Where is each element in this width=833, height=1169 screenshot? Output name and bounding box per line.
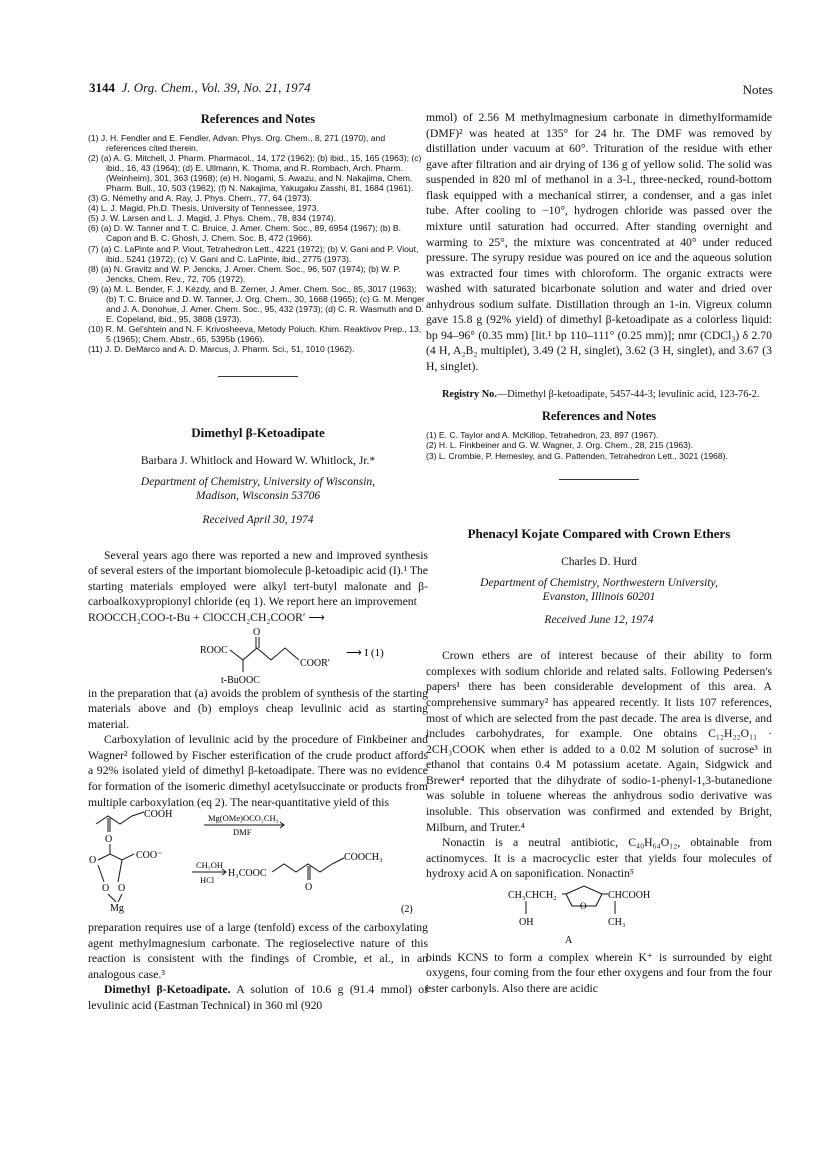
- body-paragraph: Crown ethers are of interest because of their ability to form complexes with sodium chloride and related salts. Following Pedersen's papers¹ there has been considerable development of this area. A comprehensive summary² has appeared recently. It lists 107 references, most of which are selected from the past decade. The area is diverse, and includes carbohydrates, for example. One obtains C₁₂H₂₂O₁₁ · 2CH₃COOK when ether is added to a 0.02 M solution of sucrose³ in ethanol that contains 0.4 M potassium acetate. Again, Sidgwick and Brewer⁴ reported that the dihydrate of sodio-1-phenyl-1,3-butanedione was soluble in toluene whereas the anhydrous sodio derivative was insoluble. This observation was confirmed and extended by Bright, Milburn, and Truter.⁴: [426, 649, 772, 834]
- registry-heading: Registry No.: [442, 388, 497, 400]
- reference-item: (3) G. Némethy and A. Ray, J. Phys. Chem., 77, 64 (1973).: [88, 193, 312, 204]
- left-column: [88, 110, 428, 1013]
- registry-text: —Dimethyl β-ketoadipate, 5457-44-3; levulinic acid, 123-76-2.: [496, 388, 760, 400]
- eq1-ketone-o: O: [253, 626, 261, 638]
- registry-numbers: [426, 389, 772, 402]
- received-date: Received April 30, 1974: [202, 513, 314, 526]
- reference-item: (2) H. L. Finkbeiner and G. W. Wagner, J. Org. Chem., 28, 215 (1963).: [426, 440, 694, 451]
- journal-citation: J. Org. Chem., Vol. 39, No. 21, 1974: [121, 80, 311, 95]
- reference-item: (3) L. Crombie, P. Hemesley, and G. Pattenden, Tetrahedron Lett., 3021 (1968).: [426, 450, 728, 461]
- page-number: 3144: [89, 80, 115, 95]
- references-heading: References and Notes: [200, 112, 316, 126]
- body-paragraph: Carboxylation of levulinic acid by the procedure of Finkbeiner and Wagner² followed by Fischer esterification of the crude product affords a 92% isolated yield of dimethyl β-ketoadipate. There was no evidence for formation of the isomeric dimethyl acetylsuccinate or products from multiple carboxylation (eq 2). The near-quantitative yield of this: [88, 733, 428, 809]
- body-paragraph: mmol) of 2.56 M methylmagnesium carbonate in dimethylformamide (DMF)² was heated at 135° for 24 hr. The DMF was removed by distillation under vacuum at 60°. Trituration of the residue with ether gave after filtration and air drying of 136 g of yellow solid. The solid was suspended in 820 ml of methanol in a 3-l., three-necked, round-bottom flask equipped with a mechanical stirrer, a condenser, and a gas inlet tube. After cooling to −10°, hydrogen chloride was passed over the mixture until saturation had occurred. After standing overnight and warming to 25°, the mixture was concentrated at 40° under reduced pressure. The syrupy residue was poured on ice and the aqueous solution was extracted four times with chloroform. The organic extracts were washed with saturated bicarbonate solution and water and dried over anhydrous sodium sulfate. Distillation through an 1-in. Vigreux column gave 15.8 g (92% yield) of dimethyl β-ketoadipate as a colorless liquid: bp 94–96° (0.35 mm) [lit.¹ bp 110–111° (0.25 mm)]; nmr (CDCl₃) δ 2.70 (4 H, A₂B₂ multiplet), 3.49 (2 H, singlet), 3.62 (3 H, singlet), and 3.67 (3 H, singlet).: [426, 111, 772, 373]
- article-affiliation: [88, 475, 428, 504]
- eq2-reagent-1: Mg(OMe)OCO₂CH₃: [208, 813, 279, 824]
- eq1-tbu-label: t-BuOOC: [221, 674, 260, 686]
- body-paragraph: binds KCNS to form a complex wherein K⁺ is surrounded by eight oxygens, four coming from the four ether oxygens and four from the four ester carbonyls. Also there are acidic: [426, 950, 772, 995]
- structure-a: [426, 882, 772, 950]
- article-authors: Barbara J. Whitlock and Howard W. Whitlock, Jr.*: [140, 455, 376, 468]
- reference-item: (1) J. H. Fendler and E. Fendler, Advan. Phys. Org. Chem., 8, 271 (1970), and references cited therein.: [88, 133, 386, 154]
- affiliation-line: Evanston, Illinois 60201: [542, 590, 656, 603]
- eq2-number: (2): [401, 904, 413, 916]
- reference-item: (2) (a) A. G. Mitchell, J. Pharm. Pharmacol., 14, 172 (1962); (b) ibid., 15, 165 (1963); (c) ibid., 16, 43 (1964); (d) E. Ullmann, K. Thoma, and R. Rombach, Arch. Pharm. (Weinheim), 301, 363 (1968); (e) H. Nogami, S. Awazu, and N. Nakajima, Chem. Pharm. Bull., 10, 503 (1962); (f) N. Nakajima, Yakugaku Zasshi, 81, 1684 (1961).: [88, 153, 422, 194]
- eq1-arrow-product: ⟶ I (1): [346, 646, 384, 659]
- body-paragraph: preparation requires use of a large (tenfold) excess of the carboxylating agent methylmagnesium carbonate. The regioselective nature of this reaction is consistent with the findings of Crombie, et al., in an analogous case.³: [88, 921, 428, 981]
- structA-right-label: CHCOOH: [608, 889, 651, 901]
- reference-item: (11) J. D. DeMarco and A. D. Marcus, J. Pharm. Sci., 51, 1010 (1962).: [88, 343, 355, 354]
- body-paragraph: Nonactin is a neutral antibiotic, C₄₀H₆₄O₁₂, obtainable from actinomyces. It is a macrocyclic ester that yields four molecules of hydroxy acid A on saponification. Nonactin⁵: [426, 836, 772, 881]
- structA-ch3-label: CH₃: [608, 916, 626, 928]
- eq2-cooch3-label: COOCH₃: [344, 852, 383, 864]
- reference-list: [88, 133, 428, 354]
- body-paragraph: Several years ago there was reported a new and improved synthesis of several esters of the important biomolecule β-ketoadipic acid (I).¹ The starting materials employed were alkyl tert-butyl malonate and β-carboalkoxypropionyl chloride (eq 1). We report here an improvement: [88, 548, 428, 609]
- eq2-enol-o: O: [89, 855, 97, 867]
- experimental-heading: Dimethyl β-Ketoadipate.: [104, 983, 231, 997]
- equation-1-structure: [88, 626, 428, 686]
- eq2-h3cooc-label: H₃COOC: [228, 868, 267, 880]
- affiliation-line: Madison, Wisconsin 53706: [195, 490, 321, 503]
- experimental-paragraph: [88, 982, 428, 1013]
- right-column: [426, 110, 772, 996]
- equation-2-scheme: [88, 810, 428, 920]
- reference-item: (9) (a) M. L. Bender, F. J. Kézdy, and B. Zerner, J. Amer. Chem. Soc., 85, 3017 (1963); (b) T. C. Bruice and D. W. Tanner, J. Org. Chem., 30, 1668 (1965); (c) G. M. Menger and J. A. Donohue, J. Amer. Chem. Soc., 95, 432 (1973); (d) C. R. Wasmuth and D. E. Copeland, ibid., 95, 3808 (1973).: [88, 283, 425, 324]
- structA-oh-label: OH: [519, 916, 534, 928]
- reference-item: (7) (a) C. LaPinte and P. Viout, Tetrahedron Lett., 4221 (1972); (b) V. Gani and P. Viout, ibid., 5241 (1972); (c) V. Gani and C. LaPinte, ibid., 2775 (1973).: [88, 243, 419, 264]
- reference-item: (5) J. W. Larsen and L. J. Magid, J. Phys. Chem., 78, 834 (1974).: [88, 213, 336, 224]
- references-heading: References and Notes: [541, 409, 657, 424]
- eq2-cooh-label: COOH: [144, 810, 173, 821]
- article-affiliation: [426, 576, 772, 605]
- received-date: Received June 12, 1974: [544, 614, 654, 627]
- equation-reactants: ROOCCH₂COO-t-Bu + ClOCCH₂CH₂COOR′ ⟶: [88, 611, 326, 625]
- eq1-coor-label: COOR′: [300, 657, 330, 669]
- body-paragraph: in the preparation that (a) avoids the problem of synthesis of the starting materials above and (b) employs cheap levulinic acid as starting material.: [88, 686, 428, 731]
- structA-left-label: CH₃CHCH₂: [508, 889, 557, 901]
- reference-item: (10) R. M. Gel'shtein and N. F. Krivosheeva, Metody Poluch. Khim. Reaktivov Prep., 13, 5 (1965); Chem. Abstr., 65, 5395b (1966).: [88, 323, 422, 344]
- article-author: Charles D. Hurd: [561, 555, 637, 568]
- reference-item: (8) (a) N. Gravitz and W. P. Jencks, J. Amer. Chem. Soc., 96, 507 (1974); (b) W. P. Jencks, Chem. Rev., 72, 705 (1972).: [88, 263, 401, 284]
- affiliation-line: Department of Chemistry, Northwestern University,: [480, 576, 718, 589]
- section-name: Notes: [742, 82, 773, 97]
- reference-item: (4) L. J. Magid, Ph.D. Thesis, University of Tennessee, 1973.: [88, 203, 319, 214]
- structA-ring-o: O: [580, 900, 587, 911]
- eq2-chelate-o1: O: [102, 883, 110, 895]
- eq2-reagent-1b: DMF: [233, 827, 252, 838]
- eq1-rooc-label: ROOC: [200, 644, 228, 656]
- affiliation-line: Department of Chemistry, University of Wisconsin,: [140, 476, 376, 489]
- eq2-mg-label: Mg: [110, 903, 124, 915]
- eq2-product-ketone-o: O: [305, 882, 313, 894]
- eq2-reagent-2: CH₃OH: [196, 860, 224, 871]
- experimental-text: A solution of 10.6 g (91.4 mmol) of levulinic acid (Eastman Technical) in 360 ml (920: [88, 983, 429, 1012]
- eq2-reagent-2b: HCl: [200, 875, 215, 886]
- running-header: [89, 80, 311, 96]
- structA-label: A: [565, 934, 573, 946]
- article-title: Phenacyl Kojate Compared with Crown Ethers: [467, 525, 731, 541]
- separator-rule: [559, 479, 639, 480]
- reference-item: (1) E. C. Taylor and A. McKillop, Tetrahedron, 23, 897 (1967).: [426, 430, 659, 441]
- article-title: Dimethyl β-Ketoadipate: [191, 425, 325, 441]
- eq2-carboxylate-label: COO⁻: [136, 850, 163, 862]
- separator-rule: [218, 376, 298, 377]
- reference-list: [426, 430, 772, 460]
- eq2-chelate-o2: O: [118, 883, 126, 895]
- eq2-ketone-o: O: [105, 834, 113, 846]
- reference-item: (6) (a) D. W. Tanner and T. C. Bruice, J. Amer. Chem. Soc., 89, 6954 (1967); (b) B. Capon and B. C. Ghosh, J. Chem. Soc. B, 472 (1966).: [88, 223, 402, 244]
